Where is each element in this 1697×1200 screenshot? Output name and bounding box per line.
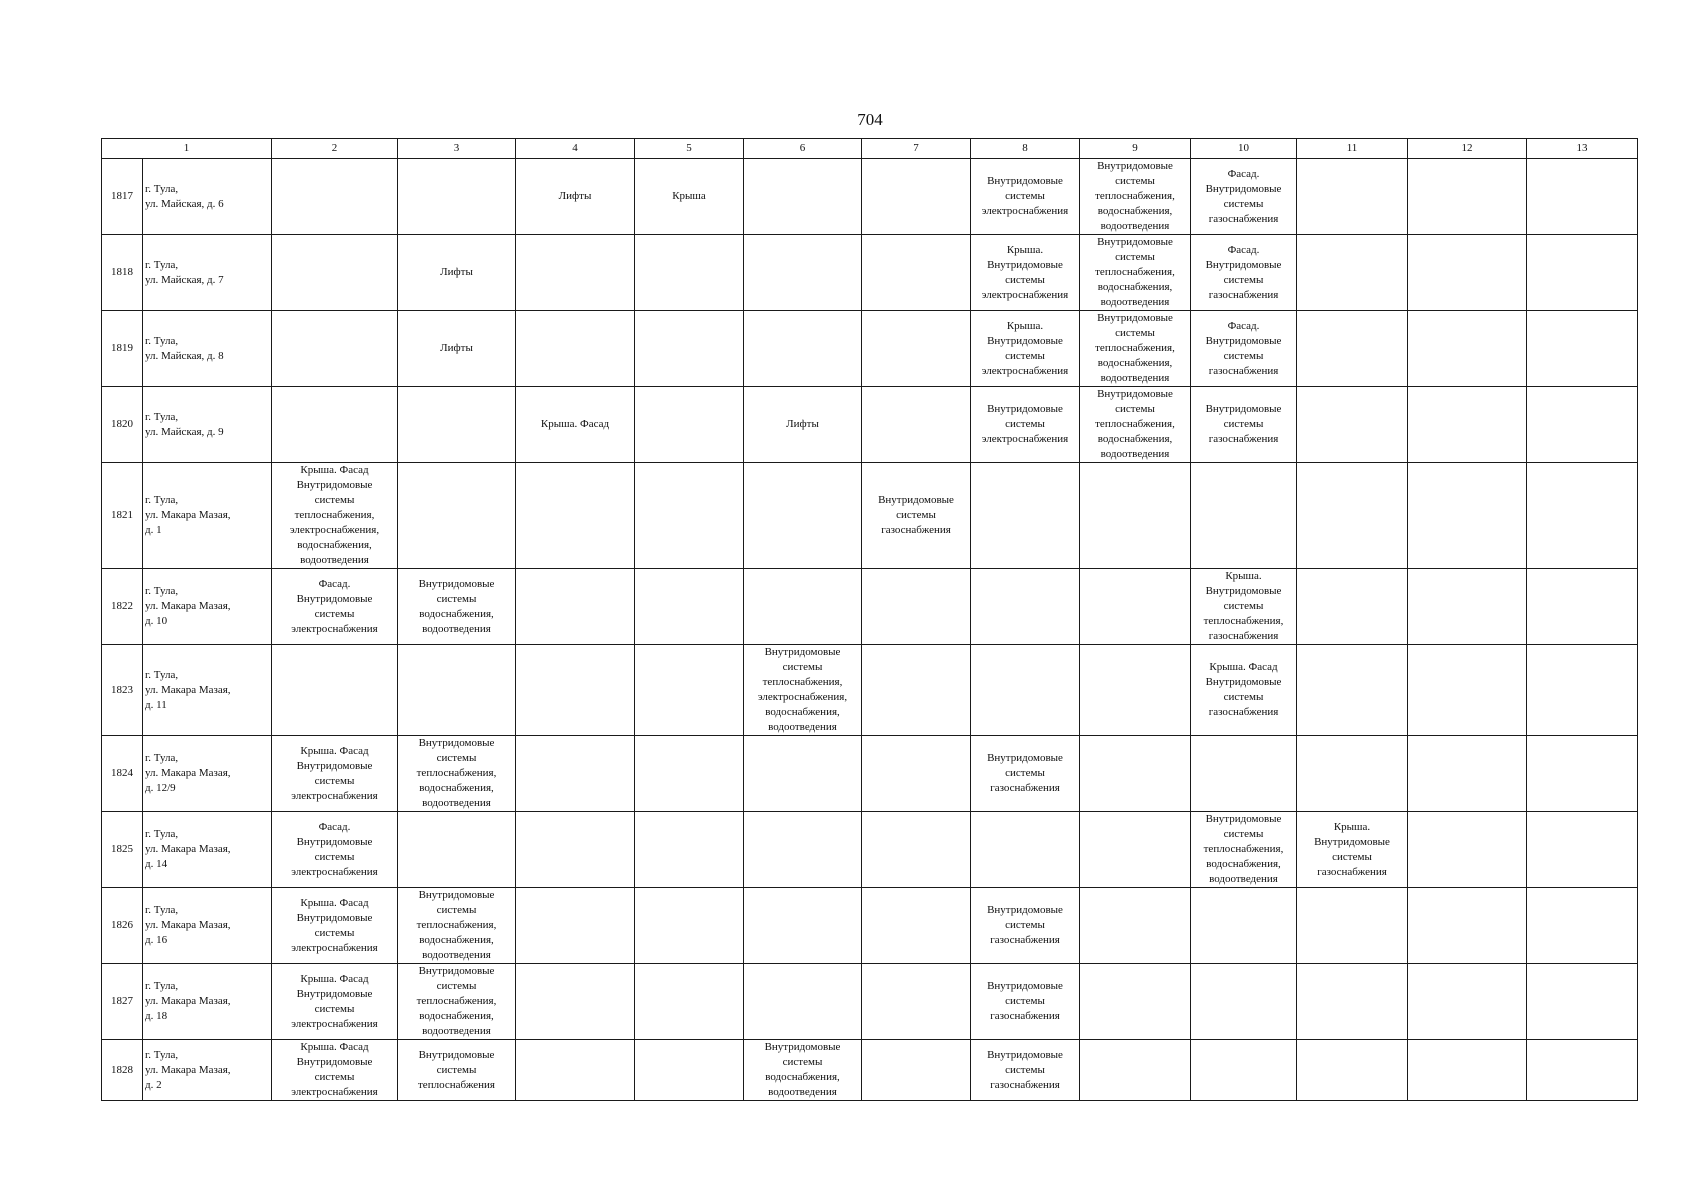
work-cell-col-3 (398, 159, 516, 235)
work-text: Внутридомовые системы газоснабжения (987, 980, 1063, 1022)
work-cell-col-12 (1408, 964, 1527, 1040)
column-header-11: 11 (1297, 139, 1408, 159)
address-cell (143, 159, 272, 235)
work-cell-col-11 (1297, 812, 1408, 888)
work-cell-col-7 (862, 569, 971, 645)
address-text: г. Тула, ул. Майская, д. 6 (145, 182, 224, 210)
column-header-10: 10 (1191, 139, 1297, 159)
work-text: Внутридомовые системы теплоснабжения, водоснабжения, водоотведения (416, 737, 497, 809)
table-row (102, 888, 1638, 964)
table-row (102, 311, 1638, 387)
column-header-2: 2 (272, 139, 398, 159)
work-cell-col-5 (635, 387, 744, 463)
page-number: 704 (857, 110, 883, 129)
work-text: Лифты (440, 342, 473, 354)
table-row (102, 159, 1638, 235)
work-cell-col-13 (1527, 645, 1638, 736)
work-cell-col-6 (744, 235, 862, 311)
work-text: Крыша. Фасад Внутридомовые системы электроснабжения (291, 744, 378, 802)
work-cell-col-6 (744, 964, 862, 1040)
address-text: г. Тула, ул. Макара Мазая, д. 16 (145, 904, 231, 946)
work-cell-col-3 (398, 387, 516, 463)
table-row (102, 964, 1638, 1040)
work-cell-col-5 (635, 736, 744, 812)
work-cell-col-11 (1297, 736, 1408, 812)
work-text: Лифты (786, 418, 819, 430)
work-cell-col-3 (398, 645, 516, 736)
work-text: Фасад. Внутридомовые системы газоснабжения (1205, 243, 1282, 301)
work-text: Крыша. Фасад (540, 418, 610, 430)
work-cell-col-13 (1527, 736, 1638, 812)
row-number: 1822 (102, 569, 143, 645)
work-text: Внутридомовые системы водоснабжения, водоотведения (418, 577, 495, 635)
work-cell-col-13 (1527, 235, 1638, 311)
address-text: г. Тула, ул. Майская, д. 9 (145, 410, 224, 438)
work-text: Крыша (672, 190, 706, 202)
work-cell-col-4 (516, 1040, 635, 1101)
work-cell-col-9 (1080, 463, 1191, 569)
address-cell (143, 569, 272, 645)
table-row (102, 812, 1638, 888)
work-cell-col-10 (1191, 311, 1297, 387)
work-text: Лифты (558, 190, 592, 202)
work-cell-col-8 (971, 159, 1080, 235)
work-cell-col-8 (971, 387, 1080, 463)
work-text: Внутридомовые системы газоснабжения (987, 1048, 1063, 1091)
work-cell-col-12 (1408, 1040, 1527, 1101)
work-cell-col-10 (1191, 645, 1297, 736)
work-cell-col-9 (1080, 645, 1191, 736)
work-text: Внутридомовые системы теплоснабжения (418, 1048, 495, 1091)
work-text: Крыша. Фасад Внутридомовые системы электроснабжения (291, 972, 378, 1030)
work-text: Внутридомовые системы электроснабжения (981, 403, 1069, 445)
work-cell-col-10 (1191, 812, 1297, 888)
table-row (102, 1040, 1638, 1101)
work-text: Внутридомовые системы газоснабжения (1205, 403, 1282, 445)
work-text: Крыша. Внутридомовые системы электроснабжения (981, 319, 1069, 377)
work-cell-col-2 (272, 463, 398, 569)
work-cell-col-11 (1297, 235, 1408, 311)
work-cell-col-3 (398, 736, 516, 812)
work-text: Внутридомовые системы газоснабжения (878, 494, 954, 536)
work-cell-col-12 (1408, 463, 1527, 569)
work-text: Крыша. Фасад Внутридомовые системы электроснабжения (291, 1041, 378, 1098)
work-text: Внутридомовые системы газоснабжения (987, 904, 1063, 946)
row-number: 1819 (102, 311, 143, 387)
work-cell-col-10 (1191, 1040, 1297, 1101)
address-text: г. Тула, ул. Макара Мазая, д. 14 (145, 828, 231, 870)
work-text: Внутридомовые системы электроснабжения (981, 175, 1069, 217)
work-text: Внутридомовые системы теплоснабжения, водоснабжения, водоотведения (416, 965, 497, 1037)
work-cell-col-5 (635, 311, 744, 387)
work-cell-col-8 (971, 812, 1080, 888)
table-row (102, 235, 1638, 311)
work-text: Крыша. Фасад Внутридомовые системы электроснабжения (291, 896, 378, 954)
row-number: 1824 (102, 736, 143, 812)
work-cell-col-6 (744, 569, 862, 645)
work-cell-col-12 (1408, 812, 1527, 888)
row-number: 1823 (102, 645, 143, 736)
row-number: 1818 (102, 235, 143, 311)
work-text: Фасад. Внутридомовые системы газоснабжения (1205, 167, 1282, 225)
address-cell (143, 387, 272, 463)
work-text: Крыша. Внутридомовые системы электроснабжения (981, 243, 1069, 301)
work-text: Крыша. Внутридомовые системы теплоснабжения, газоснабжения (1203, 570, 1284, 642)
work-cell-col-5 (635, 1040, 744, 1101)
work-cell-col-12 (1408, 569, 1527, 645)
work-text: Внутридомовые системы теплоснабжения, электроснабжения, водоснабжения, водоотведения (757, 646, 848, 733)
column-header-3: 3 (398, 139, 516, 159)
work-cell-col-13 (1527, 387, 1638, 463)
address-cell (143, 645, 272, 736)
work-text: Крыша. Фасад Внутридомовые системы теплоснабжения, электроснабжения, водоснабжения, водоотведения (289, 464, 380, 566)
work-cell-col-10 (1191, 888, 1297, 964)
column-header-8: 8 (971, 139, 1080, 159)
work-cell-col-9 (1080, 812, 1191, 888)
work-cell-col-6 (744, 311, 862, 387)
work-cell-col-2 (272, 888, 398, 964)
work-cell-col-13 (1527, 1040, 1638, 1101)
work-text: Фасад. Внутридомовые системы газоснабжения (1205, 319, 1282, 377)
address-cell (143, 311, 272, 387)
work-cell-col-12 (1408, 888, 1527, 964)
work-cell-col-12 (1408, 387, 1527, 463)
work-cell-col-8 (971, 235, 1080, 311)
address-text: г. Тула, ул. Макара Мазая, д. 11 (145, 668, 231, 711)
work-cell-col-13 (1527, 964, 1638, 1040)
work-cell-col-7 (862, 1040, 971, 1101)
work-cell-col-4 (516, 311, 635, 387)
work-cell-col-8 (971, 964, 1080, 1040)
work-cell-col-11 (1297, 569, 1408, 645)
work-text: Внутридомовые системы теплоснабжения, водоснабжения, водоотведения (1203, 813, 1284, 885)
table-row (102, 387, 1638, 463)
work-text: Внутридомовые системы теплоснабжения, водоснабжения, водоотведения (1095, 312, 1175, 384)
work-cell-col-11 (1297, 463, 1408, 569)
address-cell (143, 888, 272, 964)
work-cell-col-13 (1527, 159, 1638, 235)
column-number-header-row (102, 139, 1638, 159)
work-cell-col-4 (516, 736, 635, 812)
work-cell-col-10 (1191, 387, 1297, 463)
address-text: г. Тула, ул. Макара Мазая, д. 10 (145, 585, 231, 627)
work-cell-col-12 (1408, 736, 1527, 812)
work-cell-col-2 (272, 812, 398, 888)
work-cell-col-5 (635, 463, 744, 569)
work-cell-col-4 (516, 812, 635, 888)
work-cell-col-2 (272, 645, 398, 736)
work-cell-col-9 (1080, 387, 1191, 463)
row-number: 1827 (102, 964, 143, 1040)
work-cell-col-10 (1191, 736, 1297, 812)
work-cell-col-13 (1527, 569, 1638, 645)
work-cell-col-11 (1297, 888, 1408, 964)
work-cell-col-9 (1080, 311, 1191, 387)
table-row (102, 645, 1638, 736)
work-cell-col-2 (272, 569, 398, 645)
work-cell-col-7 (862, 235, 971, 311)
work-cell-col-10 (1191, 964, 1297, 1040)
work-text: Фасад. Внутридомовые системы электроснабжения (291, 577, 378, 635)
work-cell-col-4 (516, 463, 635, 569)
work-cell-col-12 (1408, 311, 1527, 387)
work-cell-col-3 (398, 888, 516, 964)
work-cell-col-3 (398, 235, 516, 311)
row-number: 1826 (102, 888, 143, 964)
work-cell-col-10 (1191, 569, 1297, 645)
work-cell-col-9 (1080, 964, 1191, 1040)
address-cell (143, 812, 272, 888)
work-cell-col-11 (1297, 964, 1408, 1040)
work-cell-col-9 (1080, 888, 1191, 964)
work-cell-col-7 (862, 311, 971, 387)
work-cell-col-2 (272, 159, 398, 235)
work-cell-col-2 (272, 736, 398, 812)
work-cell-col-2 (272, 1040, 398, 1101)
row-number: 1820 (102, 387, 143, 463)
work-cell-col-2 (272, 235, 398, 311)
work-cell-col-4 (516, 569, 635, 645)
work-text: Внутридомовые системы газоснабжения (987, 752, 1063, 794)
work-cell-col-6 (744, 812, 862, 888)
work-cell-col-4 (516, 235, 635, 311)
work-cell-col-12 (1408, 645, 1527, 736)
work-cell-col-10 (1191, 463, 1297, 569)
work-cell-col-7 (862, 964, 971, 1040)
row-number: 1825 (102, 812, 143, 888)
work-cell-col-3 (398, 311, 516, 387)
work-cell-col-13 (1527, 888, 1638, 964)
work-cell-col-6 (744, 1040, 862, 1101)
work-cell-col-12 (1408, 159, 1527, 235)
work-cell-col-9 (1080, 1040, 1191, 1101)
work-cell-col-7 (862, 645, 971, 736)
work-cell-col-5 (635, 235, 744, 311)
work-cell-col-4 (516, 888, 635, 964)
work-cell-col-3 (398, 569, 516, 645)
work-cell-col-6 (744, 387, 862, 463)
work-cell-col-7 (862, 159, 971, 235)
work-cell-col-3 (398, 463, 516, 569)
work-cell-col-5 (635, 812, 744, 888)
work-cell-col-4 (516, 645, 635, 736)
column-header-6: 6 (744, 139, 862, 159)
work-cell-col-6 (744, 888, 862, 964)
work-cell-col-11 (1297, 311, 1408, 387)
work-cell-col-9 (1080, 159, 1191, 235)
work-cell-col-5 (635, 645, 744, 736)
work-cell-col-6 (744, 736, 862, 812)
address-text: г. Тула, ул. Майская, д. 8 (145, 334, 224, 362)
work-cell-col-10 (1191, 159, 1297, 235)
work-text: Внутридомовые системы теплоснабжения, водоснабжения, водоотведения (1095, 388, 1175, 460)
work-text: Лифты (440, 266, 473, 278)
address-cell (143, 235, 272, 311)
work-cell-col-11 (1297, 387, 1408, 463)
work-cell-col-3 (398, 964, 516, 1040)
work-cell-col-8 (971, 1040, 1080, 1101)
work-cell-col-8 (971, 736, 1080, 812)
column-header-7: 7 (862, 139, 971, 159)
work-cell-col-2 (272, 387, 398, 463)
work-cell-col-9 (1080, 235, 1191, 311)
address-text: г. Тула, ул. Макара Мазая, д. 1 (145, 494, 231, 536)
work-cell-col-11 (1297, 645, 1408, 736)
work-text: Внутридомовые системы теплоснабжения, водоснабжения, водоотведения (416, 889, 497, 961)
work-cell-col-8 (971, 569, 1080, 645)
table-body (102, 159, 1638, 1101)
column-header-12: 12 (1408, 139, 1527, 159)
work-text: Внутридомовые системы теплоснабжения, водоснабжения, водоотведения (1095, 160, 1175, 232)
work-cell-col-9 (1080, 569, 1191, 645)
repair-schedule-table (101, 138, 1638, 1101)
column-header-9: 9 (1080, 139, 1191, 159)
work-cell-col-9 (1080, 736, 1191, 812)
work-cell-col-5 (635, 569, 744, 645)
address-cell (143, 463, 272, 569)
row-number: 1817 (102, 159, 143, 235)
address-text: г. Тула, ул. Макара Мазая, д. 18 (145, 980, 231, 1022)
work-cell-col-10 (1191, 235, 1297, 311)
work-cell-col-6 (744, 159, 862, 235)
work-cell-col-7 (862, 812, 971, 888)
work-cell-col-7 (862, 736, 971, 812)
work-cell-col-13 (1527, 311, 1638, 387)
work-cell-col-5 (635, 964, 744, 1040)
work-cell-col-7 (862, 387, 971, 463)
work-cell-col-8 (971, 645, 1080, 736)
work-cell-col-6 (744, 463, 862, 569)
work-cell-col-6 (744, 645, 862, 736)
address-cell (143, 736, 272, 812)
work-cell-col-11 (1297, 159, 1408, 235)
work-cell-col-8 (971, 311, 1080, 387)
work-text: Крыша. Фасад Внутридомовые системы газоснабжения (1205, 661, 1282, 718)
work-cell-col-5 (635, 159, 744, 235)
work-text: Крыша. Внутридомовые системы газоснабжения (1314, 820, 1390, 878)
address-cell (143, 1040, 272, 1101)
work-cell-col-3 (398, 812, 516, 888)
work-cell-col-8 (971, 888, 1080, 964)
work-cell-col-7 (862, 463, 971, 569)
work-cell-col-4 (516, 159, 635, 235)
work-cell-col-5 (635, 888, 744, 964)
address-text: г. Тула, ул. Макара Мазая, д. 2 (145, 1048, 231, 1091)
work-text: Внутридомовые системы водоснабжения, водоотведения (764, 1041, 841, 1098)
address-cell (143, 964, 272, 1040)
work-text: Внутридомовые системы теплоснабжения, водоснабжения, водоотведения (1095, 236, 1175, 308)
row-number: 1821 (102, 463, 143, 569)
work-cell-col-12 (1408, 235, 1527, 311)
table-row (102, 569, 1638, 645)
column-header-13: 13 (1527, 139, 1638, 159)
work-cell-col-11 (1297, 1040, 1408, 1101)
column-header-1: 1 (102, 139, 272, 159)
work-cell-col-4 (516, 964, 635, 1040)
table-row (102, 736, 1638, 812)
column-header-5: 5 (635, 139, 744, 159)
work-cell-col-2 (272, 311, 398, 387)
work-cell-col-3 (398, 1040, 516, 1101)
work-text: Фасад. Внутридомовые системы электроснабжения (291, 820, 378, 878)
work-cell-col-4 (516, 387, 635, 463)
work-cell-col-2 (272, 964, 398, 1040)
address-text: г. Тула, ул. Макара Мазая, д. 12/9 (145, 752, 231, 794)
column-header-4: 4 (516, 139, 635, 159)
work-cell-col-8 (971, 463, 1080, 569)
table-row (102, 463, 1638, 569)
work-cell-col-13 (1527, 463, 1638, 569)
row-number: 1828 (102, 1040, 143, 1101)
work-cell-col-7 (862, 888, 971, 964)
work-cell-col-13 (1527, 812, 1638, 888)
address-text: г. Тула, ул. Майская, д. 7 (145, 258, 224, 286)
